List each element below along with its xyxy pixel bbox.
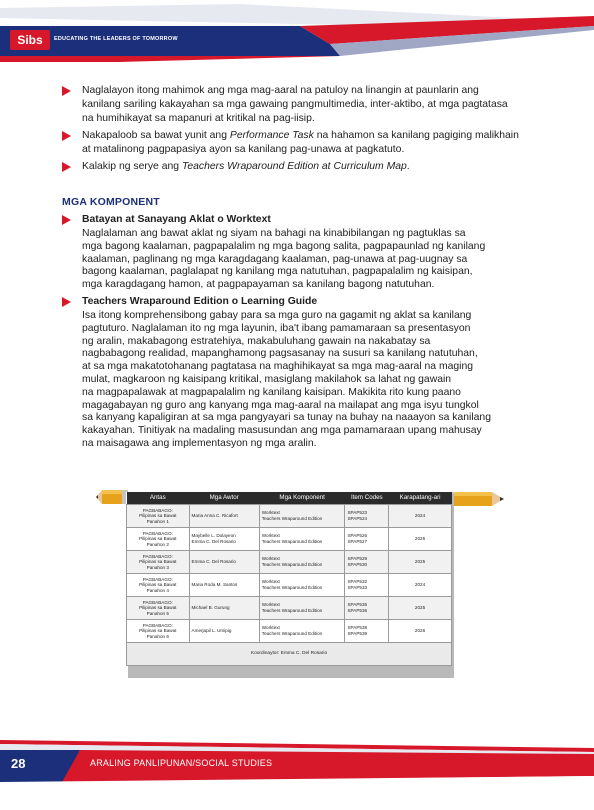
komponent-item-description: Isa itong komprehensibong gabay para sa mga guro na gagamit ng aklat sa kanilang pagtuturo. Naglalaman ito ng mga layunin, iba't ibang pamamaraan sa presentasyon ng aralin, makabagong estratehiya, makabuluhang gawain na nakabatay sa nagbabagong realidad, mapanghamong pagsasanay na susuri sa kanilang natutuhan, at sa mga makatotohanang pagtatasa na maghihikayat sa mga mag-aaral na maging mulat, magkaroon ng kaisipang kritikal, masiglang makilahok sa lahat ng gawain na magpapalawak at magpapalalim ng kanilang kaisipan. Makikita rito kung paano magagabayan ng guro ang kanyang mga mag-aaral na mailapat ang mga isyu tungkol sa kanyang kapaligiran at sa mga pangyayari sa tunay na buhay na naaayon sa kanilang kakayahan. Tinitiyak na madaling masusundan ang mga pamamaraan upang mahusay na maisagawa ang implementasyon ng mga aralin. [82,309,491,449]
intro-bullets [62,84,536,177]
pencil-right-icon [448,486,508,516]
komponent-item-title: Batayan at Sanayang Aklat o Worktext [82,214,271,225]
table-row: PAGBABAGO: Pilipinas sa Bawat Panahon 5 Michael B. Gurung Worktext Teachers Wraparound Edition SPAP535 SPAP536 2025 [127,597,452,620]
komponent-item-worktext [62,213,536,227]
table-row: PAGBABAGO: Pilipinas sa Bawat Panahon 6 Amerjapil L. Umipig Worktext Teachers Wraparound Edition SPAP538 SPAP539 2026 [127,620,452,643]
red-triangle-bullet-icon [62,297,71,307]
header-tagline: EDUCATING THE LEADERS OF TOMORROW [54,36,178,42]
footer-banner-graphic [0,740,594,810]
column-header: Item Codes [345,492,389,505]
bullet-item-1: Naglalayon itong mahimok ang mga mag-aaral na patuloy na linangin at paunlarin ang kanilang sariling kakayahan sa mga gawaing pangmultimedia, inter-aktibo, at mga pagtatasa na humihikayat sa mapanuri at kritikal na pag-iisip. [62,84,536,126]
book-list-table [126,492,452,676]
komponent-list [62,213,536,451]
page-number: 28 [11,756,26,771]
table-header-row [127,492,452,505]
page-footer [0,740,594,810]
column-header: Mga Komponent [259,492,345,505]
column-header: Karapatang-ari [389,492,452,505]
bullet-item-2: Nakapaloob sa bawat yunit ang Performance Task na hahamon sa kanilang pagiging malikhain at matalinong pagpapasiya ayon sa kanilang pag-unawa at pagkatuto. [62,129,536,157]
page-header [0,0,594,70]
red-triangle-bullet-icon [62,215,71,225]
column-header: Mga Awtor [189,492,259,505]
section-title: MGA KOMPONENT [62,196,160,208]
bullet-item-3: Kalakip ng serye ang Teachers Wraparound Edition at Curriculum Map. [62,160,536,174]
table-row: PAGBABAGO: Pilipinas sa Bawat Panahon 4 Maria Roda M. Santos Worktext Teachers Wraparound Edition SPAP532 SPAP533 2024 [127,574,452,597]
column-header: Antas [127,492,190,505]
komponent-item-teachers-edition [62,295,536,309]
table-row: PAGBABAGO: Pilipinas sa Bawat Panahon 1 Maria Anna C. Ricafort Worktext Teachers Wraparound Edition SPAP523 SPAP524 2024 [127,505,452,528]
pencil-left-icon [96,486,128,512]
table-row: PAGBABAGO: Pilipinas sa Bawat Panahon 3 Emma C. Del Rosario Worktext Teachers Wraparound Edition SPAP529 SPAP530 2025 [127,551,452,574]
header-banner-graphic [0,0,594,70]
red-triangle-bullet-icon [62,162,71,172]
komponent-item-title: Teachers Wraparound Edition o Learning Guide [82,295,318,307]
footer-subject-label: ARALING PANLIPUNAN/SOCIAL STUDIES [90,758,273,768]
red-triangle-bullet-icon [62,131,71,141]
komponent-item-description: Naglalaman ang bawat aklat ng siyam na bahagi na kinabibilangan ng pagtuklas sa mga bagong kaalaman, pagpapalalim ng mga bagong salita, pagpapaunlad ng kanilang kaalaman, paglinang ng mga karagdagang kaalaman, pag-unawa at pag-uugnay sa bagong kaalaman, paglalapat ng kanilang mga natutuhan, pagpapalalim ng kaisipan, mga karagdagang hamon, at pagpapayaman sa kanilang bagong natutuhan. [82,228,486,291]
table-row: PAGBABAGO: Pilipinas sa Bawat Panahon 2 Maybelle L. Dolayeon Emma C. Del Rosario Worktext Teachers Wraparound Edition SPAP526 SPAP527 2025 [127,528,452,551]
sibs-logo: Sibs [10,30,50,50]
coordinator-credit: Koordinaytor: Emma C. Del Rosario [127,643,452,666]
red-triangle-bullet-icon [62,86,71,96]
table-footer-row [127,643,452,666]
